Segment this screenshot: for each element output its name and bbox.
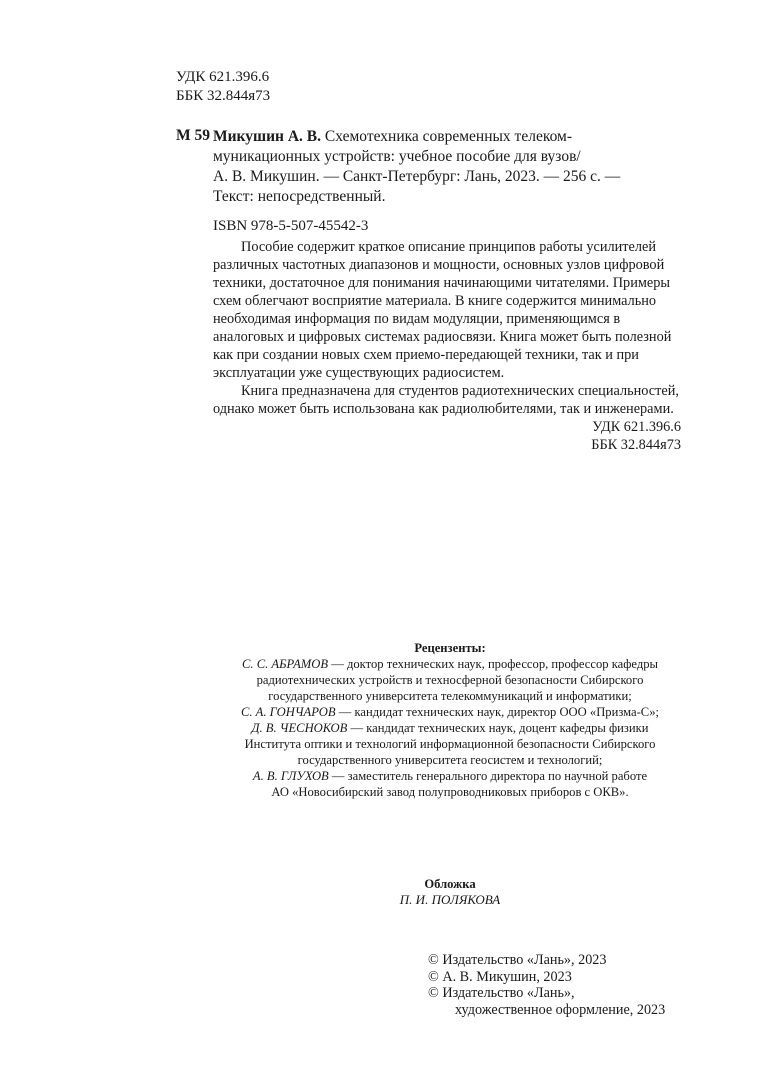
reviewer-info: государственного университета геосистем и технологий; [297,753,603,767]
reviewer-info: — заместитель генерального директора по научной работе [328,769,648,783]
reviewer-info: государственного университета телекоммуникаций и информатики; [268,689,632,703]
annotation-line: как при создании новых схем приемо-передающей техники, так и при [213,347,639,363]
annotation-line: необходимая информация по видам модуляции, применяющимся в [213,311,621,327]
reviewer-name: С. А. ГОНЧАРОВ [240,705,336,719]
bbk-code: ББК 32.844я73 [176,88,271,104]
annotation-paragraph-2 [213,382,681,400]
reviewer-4 [200,768,700,800]
udk-code: УДК 621.396.6 [176,69,270,85]
reviewer-info: Института оптики и технологий информационной безопасности Сибирского [244,737,656,751]
reviewer-name: А. В. ГЛУХОВ [252,769,329,783]
reviewer-name: С. С. АБРАМОВ [242,657,329,671]
copyright-line: © Издательство «Лань», 2023 [428,952,607,968]
author-name: Микушин А. В. [213,128,322,145]
annotation-line: Книга предназначена для студентов радиотехнических специальностей, [241,383,679,399]
classification-codes [176,68,270,106]
entry-line-3: А. В. Микушин. — Санкт-Петербург: Лань, 2023. — 256 с. — [213,168,621,185]
annotation-line: однако может быть использована как радиолюбителями, так и инженерами. [213,401,674,417]
reviewer-name: Д. В. ЧЕСНОКОВ [251,721,348,735]
copyright-line: художественное оформление, 2023 [455,1001,666,1018]
entry-line-4: Текст: непосредственный. [213,188,386,205]
annotation [213,238,681,454]
bbk-code: ББК 32.844я73 [591,437,681,453]
isbn: ISBN 978-5-507-45542-3 [213,218,369,234]
cover-heading: Обложка [424,877,476,891]
annotation-line: техники, достаточное для понимания начинающими читателями. Примеры [213,275,670,291]
author-sign: М 59 [176,127,211,144]
reviewer-3 [200,720,700,768]
reviewer-1 [200,656,700,704]
reviewer-info: — кандидат технических наук, директор ООО «Призма-С»; [335,705,659,719]
bibliographic-entry [213,127,681,207]
annotation-line: различных частотных диапазонов и мощности, основных узлов цифровой [213,257,665,273]
annotation-line: эксплуатации уже существующих радиосистем. [213,365,505,381]
reviewer-info: радиотехнических устройств и техносферной безопасности Сибирского [256,673,644,687]
annotation-line: схем облегчают восприятие материала. В книге содержится минимально [213,293,657,309]
copyright-line: © А. В. Микушин, 2023 [428,968,572,985]
entry-line-1 [213,127,681,147]
annotation-codes [213,418,681,454]
reviewer-info: — кандидат технических наук, доцент кафедры физики [347,721,649,735]
cover-credit [200,876,700,908]
reviewers-block [200,640,700,800]
reviewer-2 [200,704,700,720]
udk-code: УДК 621.396.6 [592,419,681,435]
reviewer-info: АО «Новосибирский завод полупроводниковых приборов с ОКВ». [271,785,629,799]
cover-designer: П. И. ПОЛЯКОВА [399,892,501,907]
annotation-line: аналоговых и цифровых системах радиосвязи. Книга может быть полезной [213,329,672,345]
title-start: Схемотехника современных телеком- [324,128,572,145]
annotation-line: Пособие содержит краткое описание принципов работы усилителей [241,239,657,255]
reviewers-heading: Рецензенты: [414,641,486,655]
copyright-block [428,952,665,1018]
entry-line-2: муникационных устройств: учебное пособие для вузов/ [213,148,581,165]
reviewer-info: — доктор технических наук, профессор, профессор кафедры [328,657,658,671]
annotation-paragraph-1-cont [213,256,681,382]
copyright-line: © Издательство «Лань», [428,985,575,1001]
annotation-paragraph-1 [213,238,681,256]
